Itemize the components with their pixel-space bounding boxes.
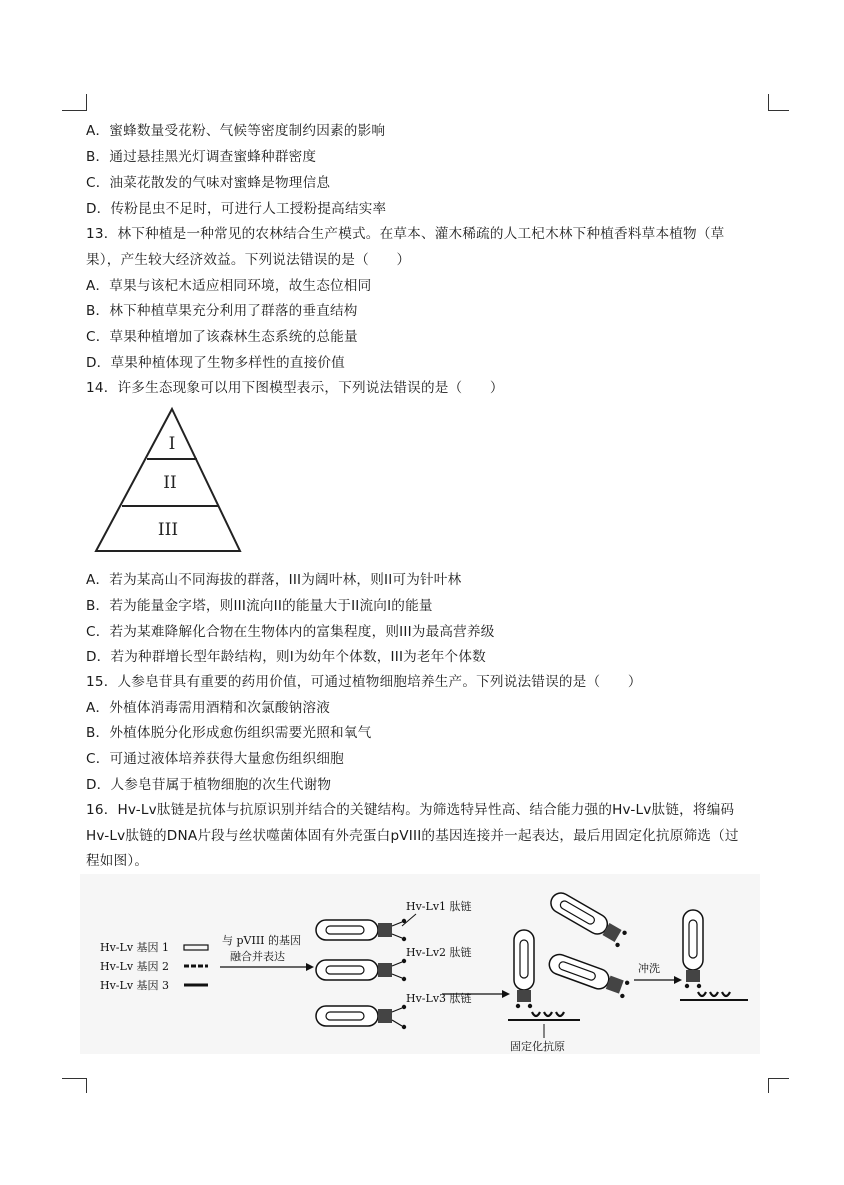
q14-stem: 14．许多生态现象可以用下图模型表示，下列说法错误的是（ ）	[86, 380, 504, 396]
q12-option-a: A．蜜蜂数量受花粉、气候等密度制约因素的影响	[86, 123, 386, 139]
gene-label-1: Hv-Lv 基因 1	[100, 941, 170, 954]
q13-stem-line2: 果），产生较大经济效益。下列说法错误的是（ ）	[86, 252, 411, 268]
q13-option-d: D．草果种植体现了生物多样性的直接价值	[86, 355, 345, 371]
crop-mark-bottom-right	[768, 1078, 789, 1093]
crop-mark-top-right	[768, 94, 789, 111]
q15-option-c: C．可通过液体培养获得大量愈伤组织细胞	[86, 751, 344, 767]
q15-option-a: A．外植体消毒需用酒精和次氯酸钠溶液	[86, 700, 330, 716]
q13-option-c: C．草果种植增加了该森林生态系统的总能量	[86, 329, 358, 345]
q16-stem-line3: 程如图）。	[86, 853, 149, 869]
q14-option-c: C．若为某难降解化合物在生物体内的富集程度，则III为最高营养级	[86, 624, 495, 640]
q15-option-d: D．人参皂苷属于植物细胞的次生代谢物	[86, 777, 332, 793]
q12-option-b: B．通过悬挂黑光灯调查蜜蜂种群密度	[86, 149, 317, 165]
q16-stem-line1: 16．Hv-Lv肽链是抗体与抗原识别并结合的关键结构。为筛选特异性高、结合能力强的Hv-Lv肽链，将编码	[86, 802, 735, 818]
pyramid-label-top: I	[168, 434, 176, 454]
crop-mark-bottom-left	[62, 1078, 87, 1093]
q13-stem-line1: 13．林下种植是一种常见的农林结合生产模式。在草本、灌木稀疏的人工杞木林下种植香料草本植物（草	[86, 226, 725, 242]
q12-option-c: C．油菜花散发的气味对蜜蜂是物理信息	[86, 175, 331, 191]
q16-stem-line2: Hv-Lv肽链的DNA片段与丝状噬菌体固有外壳蛋白pVIII的基因连接并一起表达，最后用固定化抗原筛选（过	[86, 828, 739, 844]
fusion-label-1: 与 pVIII 的基因	[222, 934, 302, 947]
q15-stem: 15．人参皂苷具有重要的药用价值，可通过植物细胞培养生产。下列说法错误的是（ ）	[86, 674, 642, 690]
q14-option-d: D．若为种群增长型年龄结构，则I为幼年个体数，III为老年个体数	[86, 649, 486, 665]
chain-label-3: Hv-Lv3 肽链	[406, 992, 472, 1005]
gene-label-3: Hv-Lv 基因 3	[100, 979, 170, 992]
q13-option-b: B．林下种植草果充分利用了群落的垂直结构	[86, 303, 358, 319]
antigen-label: 固定化抗原	[510, 1040, 565, 1053]
q14-option-a: A．若为某高山不同海拔的群落，III为阔叶林，则II可为针叶林	[86, 572, 462, 588]
phage-display-figure	[80, 874, 760, 1054]
fusion-label-2: 融合并表达	[230, 950, 285, 963]
gene-label-2: Hv-Lv 基因 2	[100, 960, 170, 973]
wash-label: 冲洗	[638, 962, 660, 975]
q15-option-b: B．外植体脱分化形成愈伤组织需要光照和氧气	[86, 725, 372, 741]
bound-phage-result	[683, 910, 703, 988]
crop-mark-top-left	[62, 94, 87, 111]
chain-label-2: Hv-Lv2 肽链	[406, 946, 472, 959]
q13-option-a: A．草果与该杞木适应相同环境，故生态位相同	[86, 278, 372, 294]
q12-option-d: D．传粉昆虫不足时，可进行人工授粉提高结实率	[86, 201, 387, 217]
q14-option-b: B．若为能量金字塔，则III流向II的能量大于II流向I的能量	[86, 598, 433, 614]
pyramid-label-bottom: III	[157, 520, 179, 540]
chain-label-1: Hv-Lv1 肽链	[406, 900, 472, 913]
pyramid-diagram	[90, 405, 250, 555]
pyramid-label-middle: II	[163, 473, 177, 493]
bound-phage-left	[514, 930, 534, 1008]
